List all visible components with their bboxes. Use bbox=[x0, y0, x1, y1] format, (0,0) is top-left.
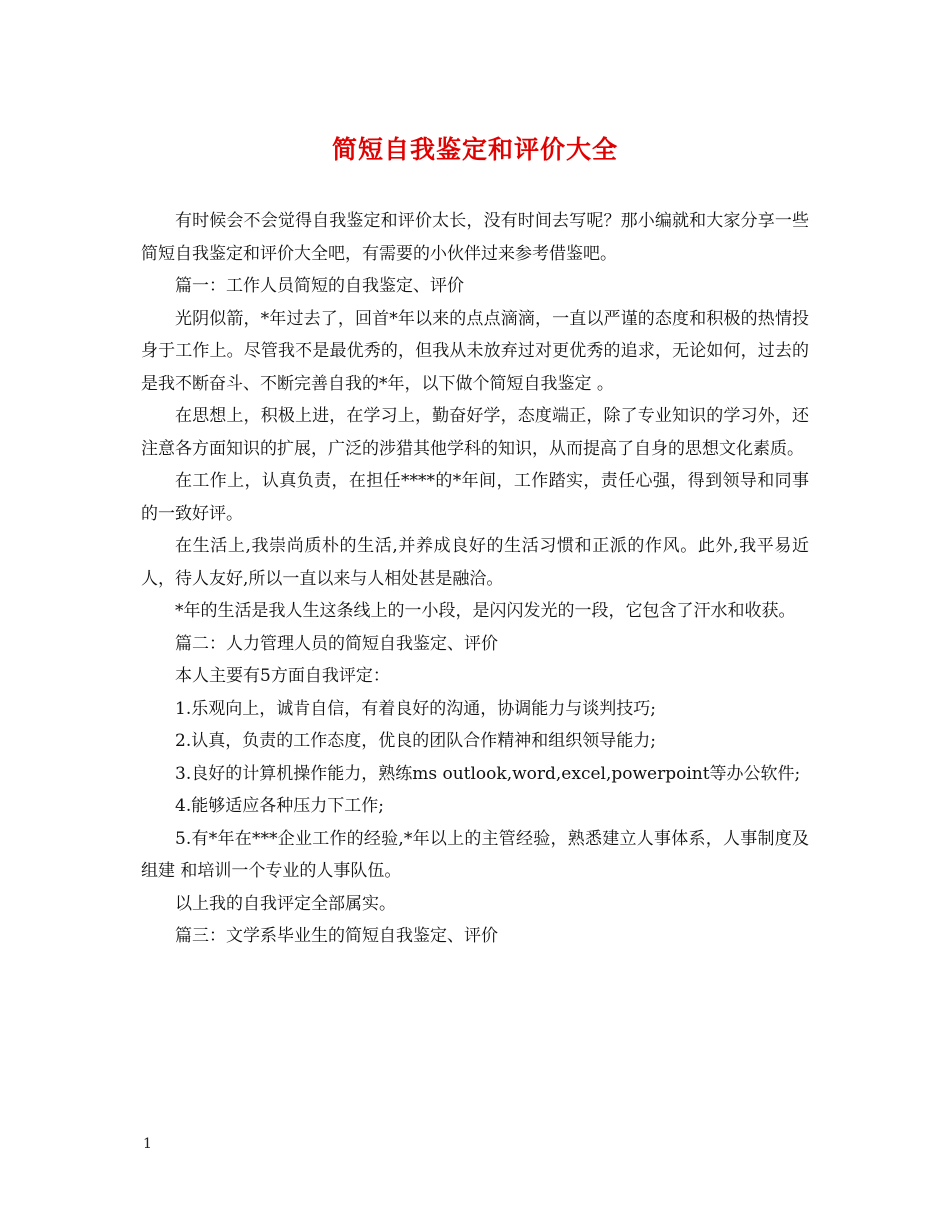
list-item: 3.良好的计算机操作能力，熟练ms outlook,word,excel,powerpoint等办公软件; bbox=[175, 763, 801, 784]
body-paragraph: 在生活上,我崇尚质朴的生活,并养成良好的生活习惯和正派的作风。此外,我平易近人，待人友好,所以一直以来与人相处甚是融洽。 bbox=[141, 536, 809, 589]
body-paragraph: 本人主要有5方面自我评定： bbox=[175, 666, 390, 686]
document-title: 简短自我鉴定和评价大全 bbox=[331, 135, 618, 164]
list-item: 1.乐观向上，诚肯自信，有着良好的沟通，协调能力与谈判技巧; bbox=[175, 698, 656, 719]
section-heading-1: 篇一：工作人员简短的自我鉴定、评价 bbox=[175, 276, 464, 296]
page-number: 1 bbox=[143, 1136, 152, 1152]
body-paragraph: 在工作上，认真负责，在担任****的*年间，工作踏实，责任心强，得到领导和同事的一致好评。 bbox=[141, 471, 809, 524]
list-item: 2.认真，负责的工作态度，优良的团队合作精神和组织领导能力; bbox=[175, 731, 656, 751]
body-paragraph: 以上我的自我评定全部属实。 bbox=[175, 893, 396, 914]
body-paragraph: *年的生活是我人生这条线上的一小段，是闪闪发光的一段，它包含了汗水和收获。 bbox=[175, 601, 796, 621]
list-item: 4.能够适应各种压力下工作; bbox=[175, 796, 384, 816]
list-item: 5.有*年在***企业工作的经验,*年以上的主管经验，熟悉建立人事体系，人事制度及组建 和培训一个专业的人事队伍。 bbox=[141, 828, 809, 881]
intro-paragraph: 有时候会不会觉得自我鉴定和评价太长，没有时间去写呢？那小编就和大家分享一些简短自我鉴定和评价大全吧，有需要的小伙伴过来参考借鉴吧。 bbox=[141, 211, 809, 264]
section-heading-3: 篇三：文学系毕业生的简短自我鉴定、评价 bbox=[175, 926, 498, 946]
body-paragraph: 光阴似箭，*年过去了，回首*年以来的点点滴滴，一直以严谨的态度和积极的热情投身于工作上。尽管我不是最优秀的，但我从未放弃过对更优秀的追求，无论如何，过去的是我不断奋斗、不断完善自我的*年，以下做个简短自我鉴定 。 bbox=[141, 308, 809, 394]
body-paragraph: 在思想上，积极上进，在学习上，勤奋好学，态度端正，除了专业知识的学习外，还注意各方面知识的扩展，广泛的涉猎其他学科的知识，从而提高了自身的思想文化素质。 bbox=[141, 406, 809, 459]
document-body bbox=[141, 205, 809, 953]
section-heading-2: 篇二：人力管理人员的简短自我鉴定、评价 bbox=[175, 633, 498, 654]
